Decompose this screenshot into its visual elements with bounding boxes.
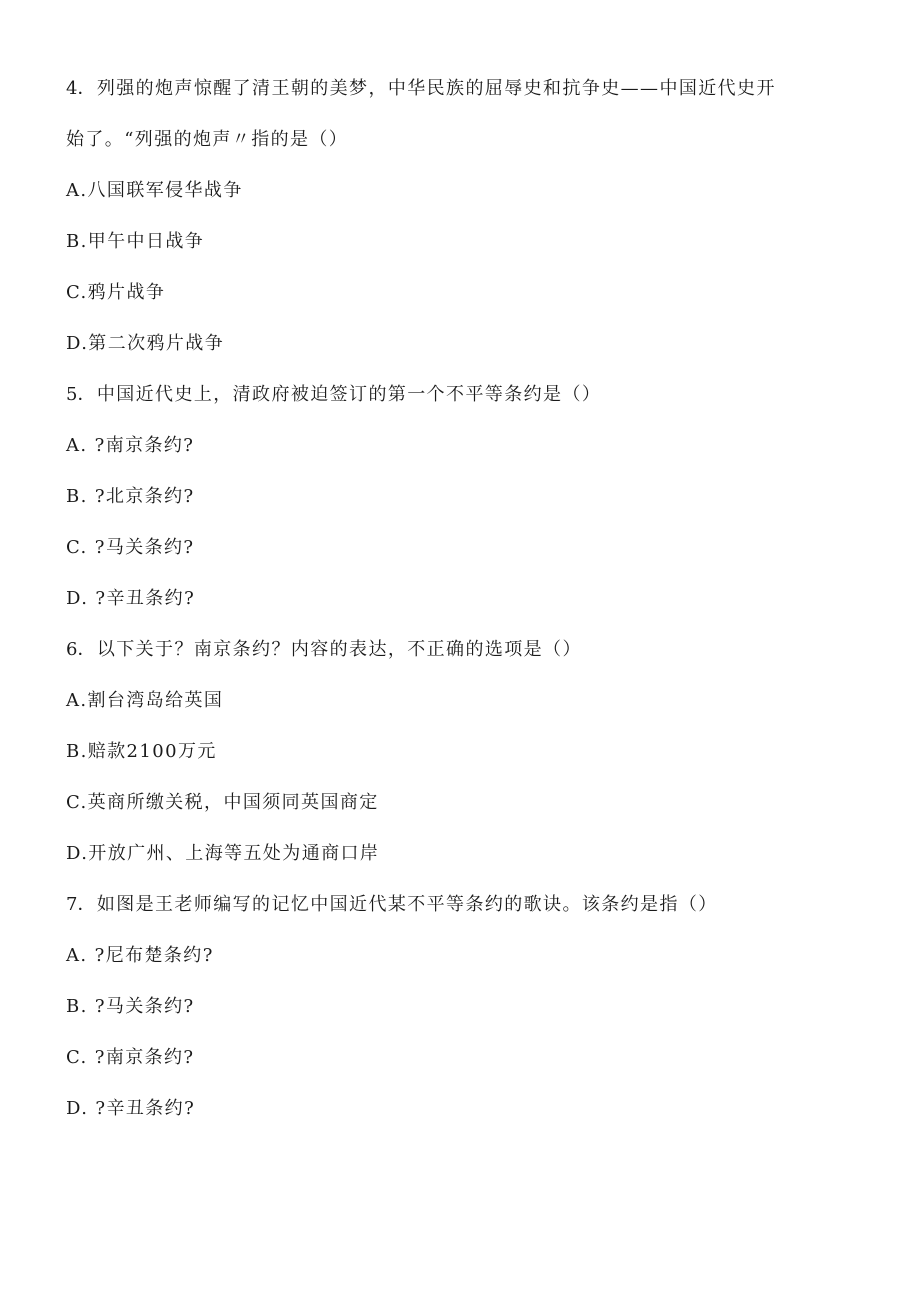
- question-7-option-b: B. ?马关条约?: [66, 996, 195, 1017]
- question-6-option-d: D.开放广州、上海等五处为通商口岸: [66, 843, 380, 864]
- question-6-option-c: C.英商所缴关税，中国须同英国商定: [66, 792, 379, 813]
- question-7-option-a: A. ?尼布楚条约?: [66, 945, 214, 966]
- question-4-number: 4: [66, 78, 78, 99]
- question-6-stem-text-1: ．以下关于？南京条约？内容的表达，不正确的选项是（）: [77, 639, 582, 660]
- question-6-stem-line-1: [66, 638, 582, 662]
- question-4-stem-line-1: [66, 77, 776, 101]
- question-7-number: 7: [66, 894, 78, 915]
- question-4-option-c: C.鸦片战争: [66, 282, 166, 303]
- question-7-option-d: D. ?辛丑条约?: [66, 1098, 196, 1119]
- question-4-option-b: B.甲午中日战争: [66, 231, 205, 252]
- question-6-number: 6: [66, 639, 78, 660]
- question-4-option-a: A.八国联军侵华战争: [66, 180, 243, 201]
- question-5-stem-line-1: [66, 383, 601, 407]
- question-4-option-d: D.第二次鸦片战争: [66, 333, 225, 354]
- question-7-stem-text-1: ．如图是王老师编写的记忆中国近代某不平等条约的歌诀。该条约是指（）: [77, 894, 718, 915]
- question-5-stem-text-1: ．中国近代史上，清政府被迫签订的第一个不平等条约是（）: [77, 384, 602, 405]
- question-7-stem-line-1: [66, 893, 718, 917]
- question-5-option-d: D. ?辛丑条约?: [66, 588, 196, 609]
- question-6-option-a: A.割台湾岛给英国: [66, 690, 224, 711]
- question-5-option-c: C. ?马关条约?: [66, 537, 195, 558]
- question-4-stem-line-2: 始了。“列强的炮声〃指的是（）: [66, 129, 349, 150]
- question-5-option-a: A. ?南京条约?: [66, 435, 195, 456]
- question-7-option-c: C. ?南京条约?: [66, 1047, 195, 1068]
- question-5-option-b: B. ?北京条约?: [66, 486, 195, 507]
- question-5-number: 5: [66, 384, 78, 405]
- question-6-option-b: B.赔款2100万元: [66, 741, 217, 762]
- question-4-stem-text-1: ．列强的炮声惊醒了清王朝的美梦，中华民族的屈辱史和抗争史——中国近代史开: [77, 78, 776, 99]
